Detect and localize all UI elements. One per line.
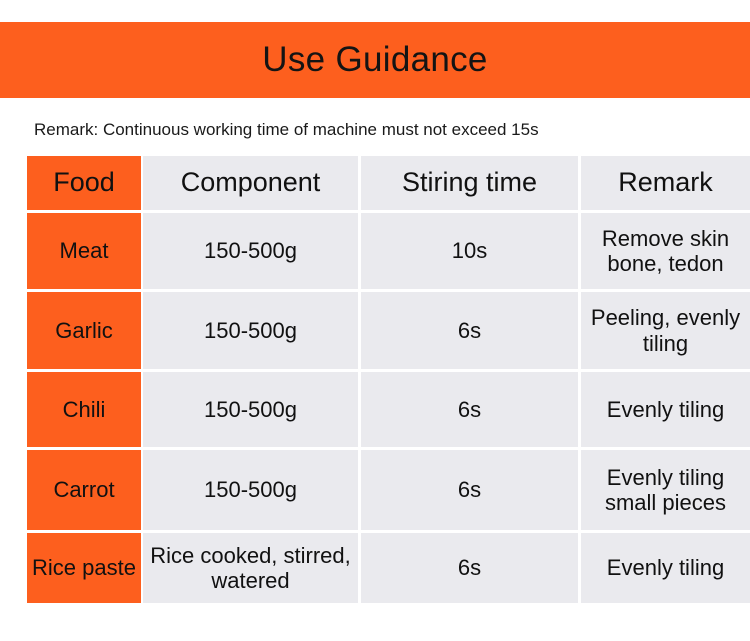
table-row-component: 150-500g xyxy=(143,450,358,530)
header-stiring-time: Stiring time xyxy=(361,156,578,210)
table-row-remark: Peeling, evenly tiling xyxy=(581,292,750,369)
header-component: Component xyxy=(143,156,358,210)
table-row-remark: Remove skin bone, tedon xyxy=(581,213,750,289)
table-row-time: 6s xyxy=(361,450,578,530)
page-title: Use Guidance xyxy=(262,40,488,79)
table-row-time: 6s xyxy=(361,292,578,369)
table-row-component: 150-500g xyxy=(143,372,358,447)
table-row-remark: Evenly tiling small pieces xyxy=(581,450,750,530)
table-row-time: 6s xyxy=(361,533,578,603)
table-row-remark: Evenly tiling xyxy=(581,533,750,603)
table-row-food: Chili xyxy=(27,372,141,447)
table-row-food: Meat xyxy=(27,213,141,289)
table-row-component: Rice cooked, stirred, watered xyxy=(143,533,358,603)
header-remark: Remark xyxy=(581,156,750,210)
table-row-food: Garlic xyxy=(27,292,141,369)
header-food: Food xyxy=(27,156,141,210)
remark-note: Remark: Continuous working time of machine must not exceed 15s xyxy=(34,120,539,139)
table-row-time: 10s xyxy=(361,213,578,289)
table-row-food: Carrot xyxy=(27,450,141,530)
table-row-time: 6s xyxy=(361,372,578,447)
table-row-component: 150-500g xyxy=(143,213,358,289)
table-row-food: Rice paste xyxy=(27,533,141,603)
table-row-component: 150-500g xyxy=(143,292,358,369)
table-row-remark: Evenly tiling xyxy=(581,372,750,447)
